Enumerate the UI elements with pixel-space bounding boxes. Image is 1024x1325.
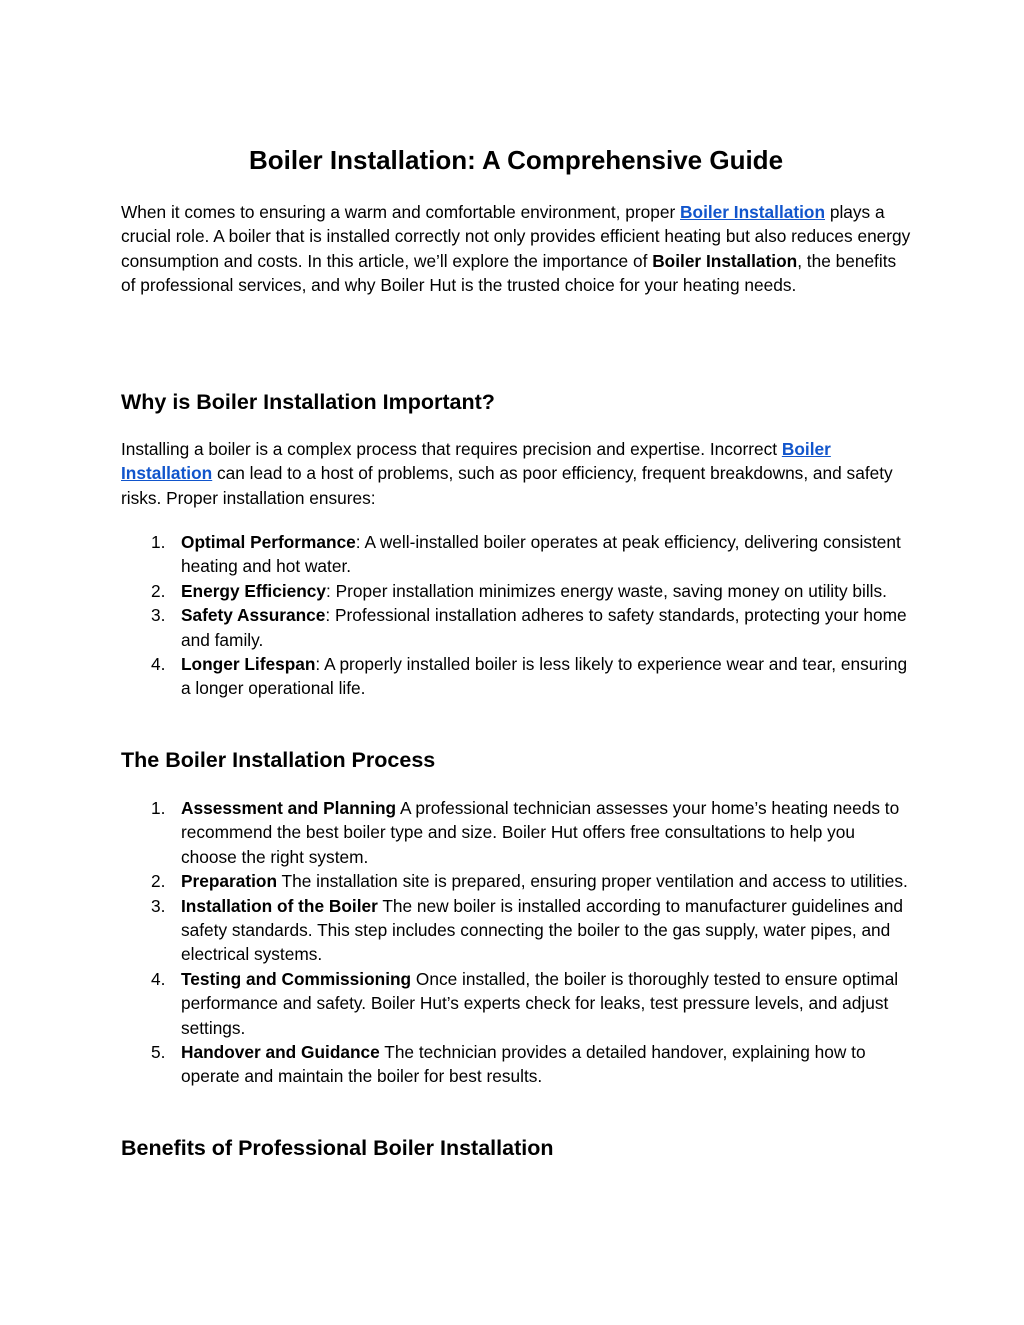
intro-text: plays a crucial role. A boiler that is installed correctly not only provides efficient heating but also reduces energy consumption and costs. In this article, we’ll explore the importance of bbox=[121, 202, 911, 271]
list-item-text: : A well-installed boiler operates at peak efficiency, delivering consistent heating and hot water. bbox=[181, 532, 901, 577]
list-number: 5. bbox=[151, 1042, 166, 1063]
list-number: 2. bbox=[151, 871, 166, 892]
list-item-term: Optimal Performance bbox=[181, 532, 356, 552]
list-item-term: Handover and Guidance bbox=[181, 1042, 380, 1063]
benefits-list bbox=[121, 530, 911, 701]
list-number: 3. bbox=[151, 895, 166, 916]
list-item-term: Energy Efficiency bbox=[181, 580, 327, 601]
list-number: 1. bbox=[151, 532, 166, 552]
list-number: 2. bbox=[151, 580, 166, 601]
list-item-term: Longer Lifespan bbox=[181, 654, 316, 675]
list-item bbox=[121, 894, 911, 967]
list-item-text: The technician provides a detailed handover, explaining how to operate and maintain the boiler for best results. bbox=[181, 1042, 866, 1087]
list-item-term: Assessment and Planning bbox=[181, 798, 397, 818]
section-heading-process: The Boiler Installation Process bbox=[121, 748, 436, 772]
list-item-text: The installation site is prepared, ensuring proper ventilation and access to utilities. bbox=[277, 871, 908, 892]
list-item bbox=[121, 1040, 911, 1089]
list-item-text: : Proper installation minimizes energy waste, saving money on utility bills. bbox=[326, 580, 887, 601]
list-item-text: Once installed, the boiler is thoroughly tested to ensure optimal performance and safety. Boiler Hut’s experts check for leaks, test pressure levels, and adjust settings. bbox=[181, 968, 899, 1038]
why-text: Installing a boiler is a complex process that requires precision and expertise. Incorrect bbox=[121, 439, 782, 459]
process-list bbox=[121, 796, 911, 1089]
section-heading-why: Why is Boiler Installation Important? bbox=[121, 390, 495, 414]
list-number: 3. bbox=[151, 605, 166, 626]
list-item bbox=[121, 603, 911, 652]
list-item bbox=[121, 796, 911, 869]
list-item bbox=[121, 869, 911, 893]
section-heading-benefits: Benefits of Professional Boiler Installation bbox=[121, 1136, 554, 1160]
list-item bbox=[121, 652, 911, 701]
intro-paragraph bbox=[121, 200, 911, 298]
why-text: can lead to a host of problems, such as poor efficiency, frequent breakdowns, and safety risks. Proper installation ensures: bbox=[121, 463, 893, 508]
intro-text: When it comes to ensuring a warm and comfortable environment, proper bbox=[121, 202, 681, 222]
intro-bold-term: Boiler Installation bbox=[652, 250, 798, 271]
why-paragraph bbox=[121, 437, 911, 510]
list-item-term: Installation of the Boiler bbox=[181, 895, 378, 916]
list-item-term: Testing and Commissioning bbox=[181, 968, 412, 989]
list-item bbox=[121, 967, 911, 1040]
list-number: 4. bbox=[151, 654, 166, 675]
list-item-term: Preparation bbox=[181, 871, 278, 892]
boiler-installation-link[interactable]: Boiler Installation bbox=[680, 202, 826, 222]
list-item bbox=[121, 579, 911, 603]
list-item-text: : A properly installed boiler is less likely to experience wear and tear, ensuring a longer operational life. bbox=[181, 654, 908, 699]
list-item bbox=[121, 530, 911, 579]
list-item-text: The new boiler is installed according to manufacturer guidelines and safety standards. This step includes connecting the boiler to the gas supply, water pipes, and electrical systems. bbox=[181, 895, 903, 965]
boiler-installation-link[interactable]: Boiler Installation bbox=[121, 439, 831, 484]
list-item-term: Safety Assurance bbox=[181, 605, 326, 626]
list-number: 1. bbox=[151, 798, 166, 818]
intro-text: , the benefits of professional services, and why Boiler Hut is the trusted choice for your heating needs. bbox=[121, 250, 897, 296]
list-number: 4. bbox=[151, 968, 166, 989]
list-item-text: A professional technician assesses your home’s heating needs to recommend the best boiler type and size. Boiler Hut offers free consultations to help you choose the right system. bbox=[181, 798, 900, 867]
page-title: Boiler Installation: A Comprehensive Guide bbox=[248, 145, 784, 175]
list-item-text: : Professional installation adheres to safety standards, protecting your home and family. bbox=[181, 605, 907, 650]
